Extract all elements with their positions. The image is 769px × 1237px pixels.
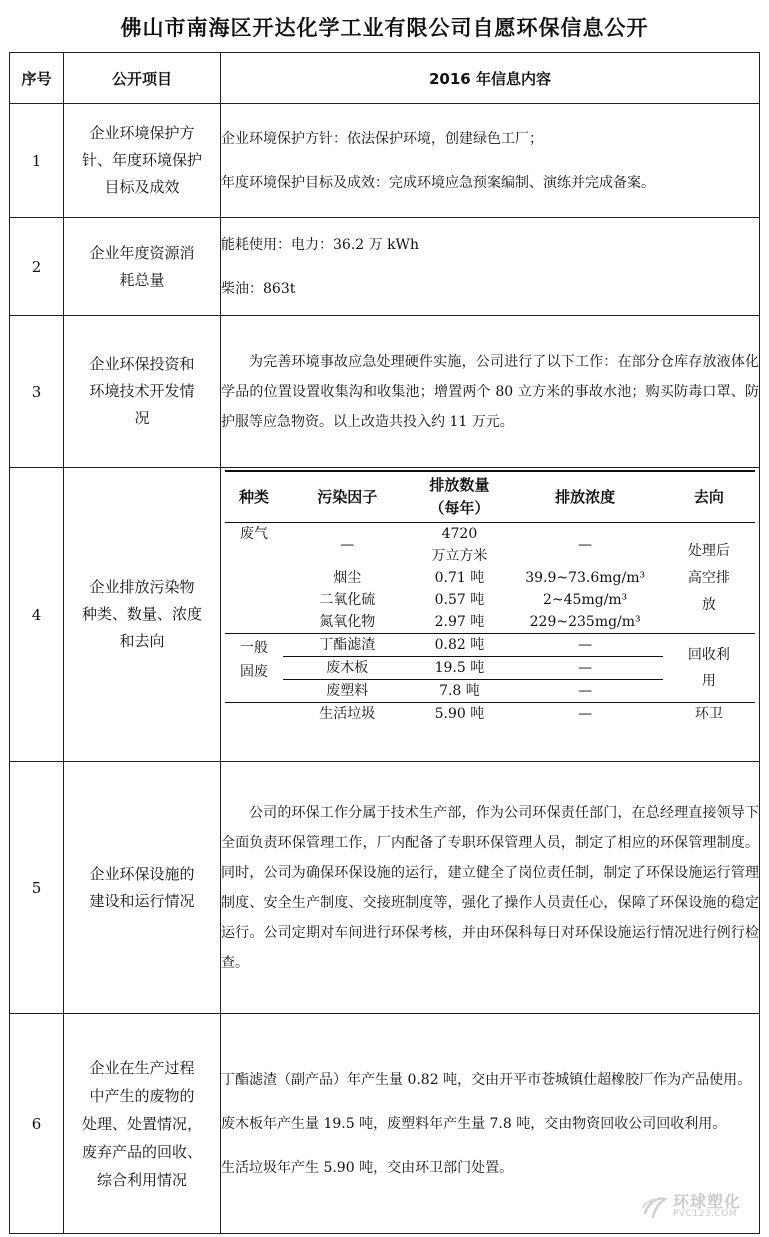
item-line: 建设和运行情况: [89, 891, 195, 910]
leaf-swirl-icon: [639, 1191, 669, 1221]
row-item: [64, 1014, 221, 1234]
table-row: [10, 218, 760, 316]
table-row: [10, 762, 760, 1014]
row-item: [64, 104, 221, 218]
emissions-row: [225, 634, 755, 657]
row-number: 6: [10, 1014, 64, 1234]
em-dest-gas: [663, 523, 755, 634]
em-dest-line: 用: [701, 673, 716, 689]
em-amount: 7.8 吨: [439, 683, 480, 699]
emissions-row: [225, 703, 755, 726]
em-type-line: 一般: [240, 640, 269, 656]
em-conc: —: [508, 634, 663, 657]
row-number: 3: [10, 316, 64, 468]
em-header-amount-line: （每年）: [429, 499, 490, 517]
row-item: [64, 762, 221, 1014]
item-line: 针、年度环境保护: [81, 151, 202, 169]
table-row: [10, 468, 760, 762]
em-conc: —: [578, 683, 593, 699]
item-line: 企业排放污染物: [89, 578, 195, 596]
em-factor: 生活垃圾: [283, 703, 411, 726]
em-amount: 0.71 吨: [434, 570, 485, 586]
row-number: 1: [10, 104, 64, 218]
em-dest-solid: [663, 634, 755, 703]
item-line: 企业环保设施的: [89, 864, 195, 883]
em-conc: 2~45mg/m³: [543, 592, 628, 608]
row-number: 4: [10, 468, 64, 762]
row-content: [221, 762, 760, 1014]
emissions-header-row: [225, 471, 755, 523]
content-paragraph: 公司的环保工作分属于技术生产部，作为公司环保责任部门，在总经理直接领导下全面负责环保管理工作，厂内配备了专职环保管理人员，制定了相应的环保管理制度。同时，公司为确保环保设施的运行，建立健全了岗位责任制，制定了环保设施运行管理制度、安全生产制度、交接班制度等，强化了操作人员责任心，保障了环保设施的稳定运行。公司定期对车间进行环保考核，并由环保科每日对环保设施运行情况进行例行检查。: [221, 804, 759, 971]
em-factor: 丁酯滤渣: [283, 634, 411, 657]
em-factor: 二氧化硫: [319, 592, 376, 608]
content-paragraph: 柴油：863t: [221, 280, 296, 297]
em-dest-line: 处理后: [687, 542, 730, 559]
header-num: 序号: [10, 53, 64, 104]
item-line: 目标及成效: [104, 178, 180, 196]
watermark-subtext: PVC123.COM: [673, 1209, 738, 1219]
row-content: [221, 316, 760, 468]
em-dest-line: 回收利: [687, 647, 730, 663]
item-line: 耗总量: [119, 270, 165, 289]
em-dest-domestic: 环卫: [663, 703, 755, 726]
emissions-cell: [221, 468, 760, 762]
row-item: [64, 218, 221, 316]
item-line: 企业在生产过程: [89, 1058, 195, 1077]
em-amount: 2.97 吨: [434, 614, 485, 630]
item-line: 综合利用情况: [96, 1170, 187, 1189]
watermark: [639, 1189, 757, 1223]
content-paragraph: 能耗使用：电力：36.2 万 kWh: [221, 236, 419, 253]
table-row: [10, 104, 760, 218]
content-paragraph: 年度环境保护目标及成效：完成环境应急预案编制、演练并完成备案。: [221, 174, 655, 191]
em-header-conc: 排放浓度: [508, 471, 663, 523]
em-header-amount: [411, 471, 507, 523]
row-number: 2: [10, 218, 64, 316]
header-content: 2016 年信息内容: [221, 53, 760, 104]
content-paragraph: 丁酯滤渣（副产品）年产生量 0.82 吨，交由开平市苍城镇仕超橡胶厂作为产品使用。: [221, 1071, 752, 1088]
em-header-dest: 去向: [663, 471, 755, 523]
row-item: [64, 468, 221, 762]
header-row: [10, 53, 760, 104]
content-paragraph: 生活垃圾年产生 5.90 吨，交由环卫部门处置。: [221, 1159, 514, 1176]
emissions-table: [225, 470, 755, 725]
em-factor: 烟尘: [333, 570, 362, 586]
item-line: 企业环境保护方: [89, 124, 195, 142]
item-line: 废弃产品的回收、: [81, 1142, 202, 1161]
content-paragraph: 废木板年产生量 19.5 吨，废塑料年产生量 7.8 吨，交由物资回收公司回收利用。: [221, 1115, 727, 1132]
em-conc: —: [508, 703, 663, 726]
item-line: 况: [134, 409, 150, 427]
item-line: 和去向: [119, 632, 165, 650]
em-factor: 氮氧化物: [319, 614, 376, 630]
em-conc: 39.9~73.6mg/m³: [525, 570, 646, 586]
header-item: 公开项目: [64, 53, 221, 104]
item-line: 企业环保投资和: [89, 355, 195, 373]
em-header-type: 种类: [225, 471, 283, 523]
em-type-gas: 废气: [240, 526, 269, 542]
row-content: [221, 218, 760, 316]
em-header-amount-line: 排放数量: [429, 476, 490, 494]
em-amount: 0.57 吨: [434, 592, 485, 608]
em-amount: 4720: [441, 526, 478, 542]
item-line: 种类、数量、浓度: [81, 605, 202, 623]
em-factor: 废塑料: [326, 683, 369, 699]
em-dest-line: 高空排: [687, 569, 730, 586]
emissions-row: [225, 523, 755, 546]
em-factor: 废木板: [283, 657, 411, 680]
row-number: 5: [10, 762, 64, 1014]
em-type-line: 固废: [240, 664, 269, 680]
watermark-text: 环球塑化: [673, 1192, 742, 1211]
content-paragraph: 企业环境保护方针：依法保护环境，创建绿色工厂；: [221, 130, 543, 147]
item-line: 环境技术开发情: [89, 382, 195, 400]
em-amount-unit: 万立方米: [431, 548, 488, 564]
em-dest-line: 放: [701, 596, 716, 613]
em-type-solid: [225, 634, 283, 703]
item-line: 中产生的废物的: [89, 1086, 195, 1105]
content-paragraph: 为完善环境事故应急处理硬件实施，公司进行了以下工作：在部分仓库存放液体化学品的位置设置收集沟和收集池；增置两个 80 立方米的事故水池；购买防毒口罩、防护服等应急物资。以上改造共投入约 11 万元。: [221, 353, 759, 430]
em-conc: 229~235mg/m³: [529, 614, 641, 630]
em-amount: 19.5 吨: [411, 657, 507, 680]
em-amount: 5.90 吨: [411, 703, 507, 726]
em-factor: —: [340, 537, 355, 553]
item-line: 企业年度资源消: [89, 243, 195, 262]
em-conc: —: [508, 657, 663, 680]
item-line: 处理、处置情况，: [81, 1114, 202, 1133]
em-conc: —: [578, 537, 593, 553]
table-row: [10, 316, 760, 468]
page-title: 佛山市南海区开达化学工业有限公司自愿环保信息公开: [120, 16, 649, 40]
row-content: [221, 104, 760, 218]
em-header-factor: 污染因子: [283, 471, 411, 523]
em-amount: 0.82 吨: [411, 634, 507, 657]
disclosure-table: [9, 52, 760, 1234]
row-item: [64, 316, 221, 468]
